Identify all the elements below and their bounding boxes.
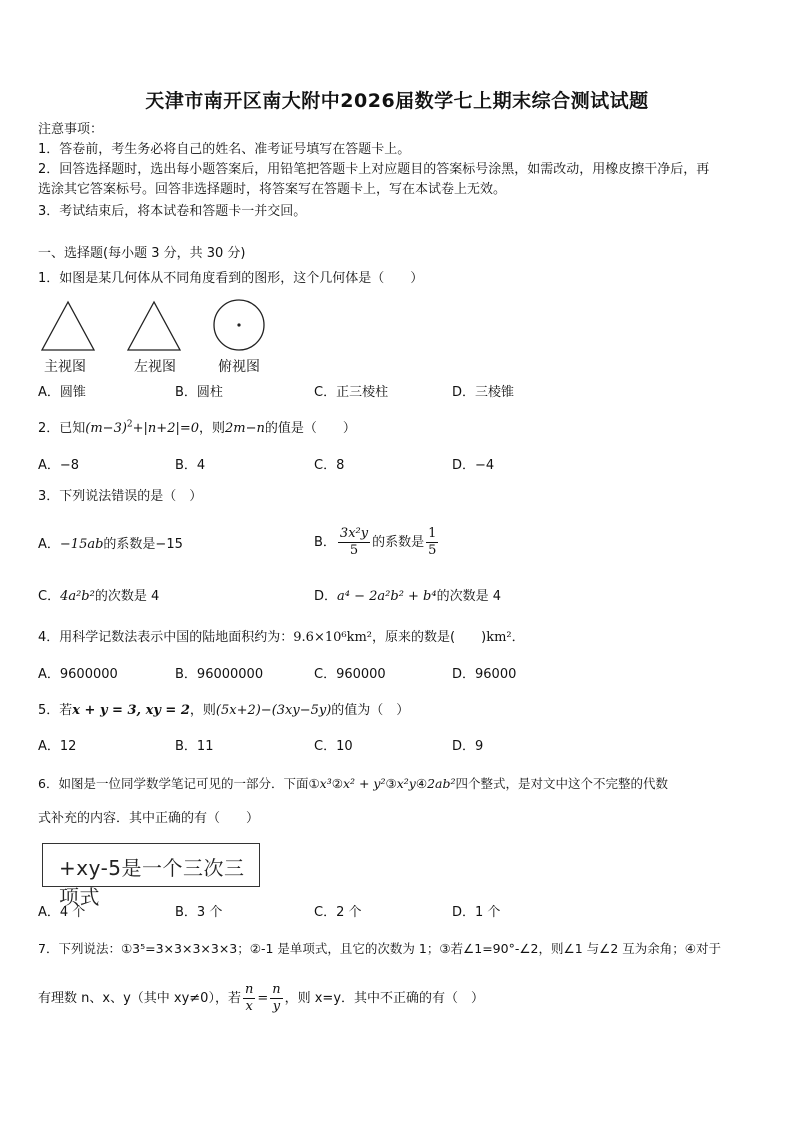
notice-item-3: 3．考试结束后，将本试卷和答题卡一并交回。 — [38, 204, 307, 219]
q3-b-coef-fraction — [426, 526, 438, 559]
q2-option-d: D．−4 — [452, 458, 495, 473]
q4-option-a: A．9600000 — [38, 667, 118, 682]
view-label-front: 主视图 — [44, 359, 86, 375]
q3-stem: 3．下列说法错误的是（ ） — [38, 489, 203, 504]
q2-option-c: C．8 — [314, 458, 345, 473]
q2-expr-left: (m−3) — [85, 421, 127, 436]
q3-c-expr: 4a²b² — [60, 589, 95, 604]
q3-b-coef-numerator: 1 — [428, 526, 437, 541]
notice-item-1: 1．答卷前，考生务必将自己的姓名、准考证号填写在答题卡上。 — [38, 142, 411, 157]
q6-expr-4: 2ab² — [427, 776, 456, 791]
q7-line2-suffix: ，则 x=y．其中不正确的有（ ） — [284, 990, 485, 1006]
q7-fraction-left — [243, 982, 255, 1015]
q3-d-prefix: D． — [314, 589, 338, 604]
q3-b-numerator: 3x²y — [339, 526, 369, 541]
q2-exponent: 2 — [126, 419, 133, 430]
q5-stem — [38, 702, 409, 720]
q3-b-text: 的系数是 — [372, 534, 425, 550]
q1-option-a: A．圆锥 — [38, 385, 86, 400]
notice-item-2: 2．回答选择题时，选出每小题答案后，用铅笔把答题卡上对应题目的答案标号涂黑，如需改动，用橡皮擦干净后，再 — [38, 162, 710, 177]
q3-c-prefix: C． — [38, 589, 61, 604]
q6-label-4: ④ — [415, 776, 428, 791]
q3-b-fraction — [338, 526, 370, 559]
q5-condition: x + y = 3, xy = 2 — [72, 703, 190, 718]
q6-expr-2: x² + y² — [342, 776, 386, 791]
notice-heading: 注意事项： — [38, 122, 104, 137]
q3-b-denominator: 5 — [349, 543, 359, 558]
q5-option-a: A．12 — [38, 739, 77, 754]
view-label-top: 俯视图 — [218, 359, 260, 375]
view-label-side: 左视图 — [134, 359, 176, 375]
q7-fraction-right — [270, 982, 282, 1015]
q5-option-d: D．9 — [452, 739, 484, 754]
q6-label-2: ② — [331, 776, 343, 791]
q3-option-b — [314, 526, 440, 559]
q7-stem-line1: 7．下列说法：①3⁵=3×3×3×3×3；②-1 是单项式，且它的次数为 1；③若∠1=90°-∠2，则∠1 与∠2 互为余角；④对于 — [38, 941, 721, 956]
q3-option-a — [38, 536, 183, 554]
q3-b-prefix: B． — [314, 534, 336, 550]
q7-right-numerator: n — [272, 982, 281, 997]
q1-figure — [36, 296, 268, 376]
q4-stem-text: 4．用科学记数法表示中国的陆地面积约为： — [38, 630, 294, 645]
q7-right-denominator: y — [272, 999, 281, 1014]
q4-option-b: B．96000000 — [175, 667, 264, 682]
side-view-triangle — [128, 302, 180, 350]
q2-stem — [38, 420, 356, 438]
q3-option-c — [38, 588, 159, 606]
q6-expr-1: x³ — [319, 776, 332, 791]
q7-left-denominator: x — [245, 999, 253, 1014]
q6-expr-3: x²y — [396, 776, 416, 791]
notice-item-2-cont: 选涂其它答案标号。回答非选择题时，将答案写在答题卡上，写在本试卷上无效。 — [38, 182, 507, 197]
q3-b-coef-denominator: 5 — [428, 543, 437, 558]
q1-option-c: C．正三棱柱 — [314, 385, 389, 400]
q5-mid: ，则 — [189, 703, 216, 718]
q3-a-expr: −15ab — [59, 537, 104, 552]
q6-stem-line1 — [38, 775, 668, 793]
q4-unit: km²． — [486, 630, 525, 645]
q7-equals-sign: = — [257, 990, 269, 1006]
q5-option-c: C．10 — [314, 739, 353, 754]
q2-expr-mid: +|n+2|=0 — [132, 421, 200, 436]
q2-middle: ，则 — [199, 421, 226, 436]
q3-option-d — [314, 588, 501, 606]
q4-option-c: C．960000 — [314, 667, 386, 682]
q6-option-a: A．4 个 — [38, 905, 86, 920]
q3-d-expr: a⁴ − 2a²b² + b⁴ — [337, 589, 437, 604]
q4-mid: ，原来的数是( ) — [372, 630, 487, 645]
q6-label-3: ③ — [385, 776, 397, 791]
q5-expr: (5x+2)−(3xy−5y) — [215, 703, 332, 718]
q5-prefix: 5．若 — [38, 703, 73, 718]
q2-suffix: 的值是（ ） — [264, 421, 356, 436]
top-view-center-dot — [237, 323, 240, 326]
page-title: 天津市南开区南大附中2026届数学七上期末综合测试试题 — [145, 90, 649, 112]
q6-option-d: D．1 个 — [452, 905, 501, 920]
q3-a-text: 的系数是−15 — [103, 537, 183, 552]
q7-line2-prefix: 有理数 n、x、y（其中 xy≠0），若 — [38, 990, 241, 1006]
q3-c-text: 的次数是 4 — [94, 589, 160, 604]
q7-stem-line2 — [38, 982, 484, 1015]
q4-option-d: D．96000 — [452, 667, 517, 682]
q1-stem: 1．如图是某几何体从不同角度看到的图形，这个几何体是（ ） — [38, 271, 424, 286]
q3-d-text: 的次数是 4 — [436, 589, 501, 604]
q1-option-b: B．圆柱 — [175, 385, 223, 400]
q7-left-numerator: n — [244, 982, 254, 997]
q4-stem — [38, 629, 525, 647]
q4-expr: 9.6×10⁶km² — [293, 630, 373, 645]
q2-option-b: B．4 — [175, 458, 206, 473]
q5-option-b: B．11 — [175, 739, 214, 754]
q2-expr2: 2m−n — [225, 421, 265, 436]
q6-option-c: C．2 个 — [314, 905, 362, 920]
q5-suffix: 的值为（ ） — [331, 703, 410, 718]
q6-note-image — [42, 843, 260, 909]
section-heading: 一、选择题(每小题 3 分，共 30 分) — [38, 246, 246, 261]
q3-a-prefix: A． — [38, 537, 60, 552]
q2-option-a: A．−8 — [38, 458, 80, 473]
q2-prefix: 2．已知 — [38, 421, 86, 436]
front-view-triangle — [42, 302, 94, 350]
q6-stem-line2: 式补充的内容．其中正确的有（ ） — [38, 811, 260, 826]
q6-note-text: +xy-5是一个三次三项式 — [59, 856, 245, 909]
q6-option-b: B．3 个 — [175, 905, 223, 920]
q6-line1-prefix: 6．如图是一位同学数学笔记可见的一部分．下面① — [38, 776, 320, 791]
q6-line1-suffix: 四个整式，是对文中这个不完整的代数 — [455, 776, 669, 791]
q1-option-d: D．三棱锥 — [452, 385, 515, 400]
